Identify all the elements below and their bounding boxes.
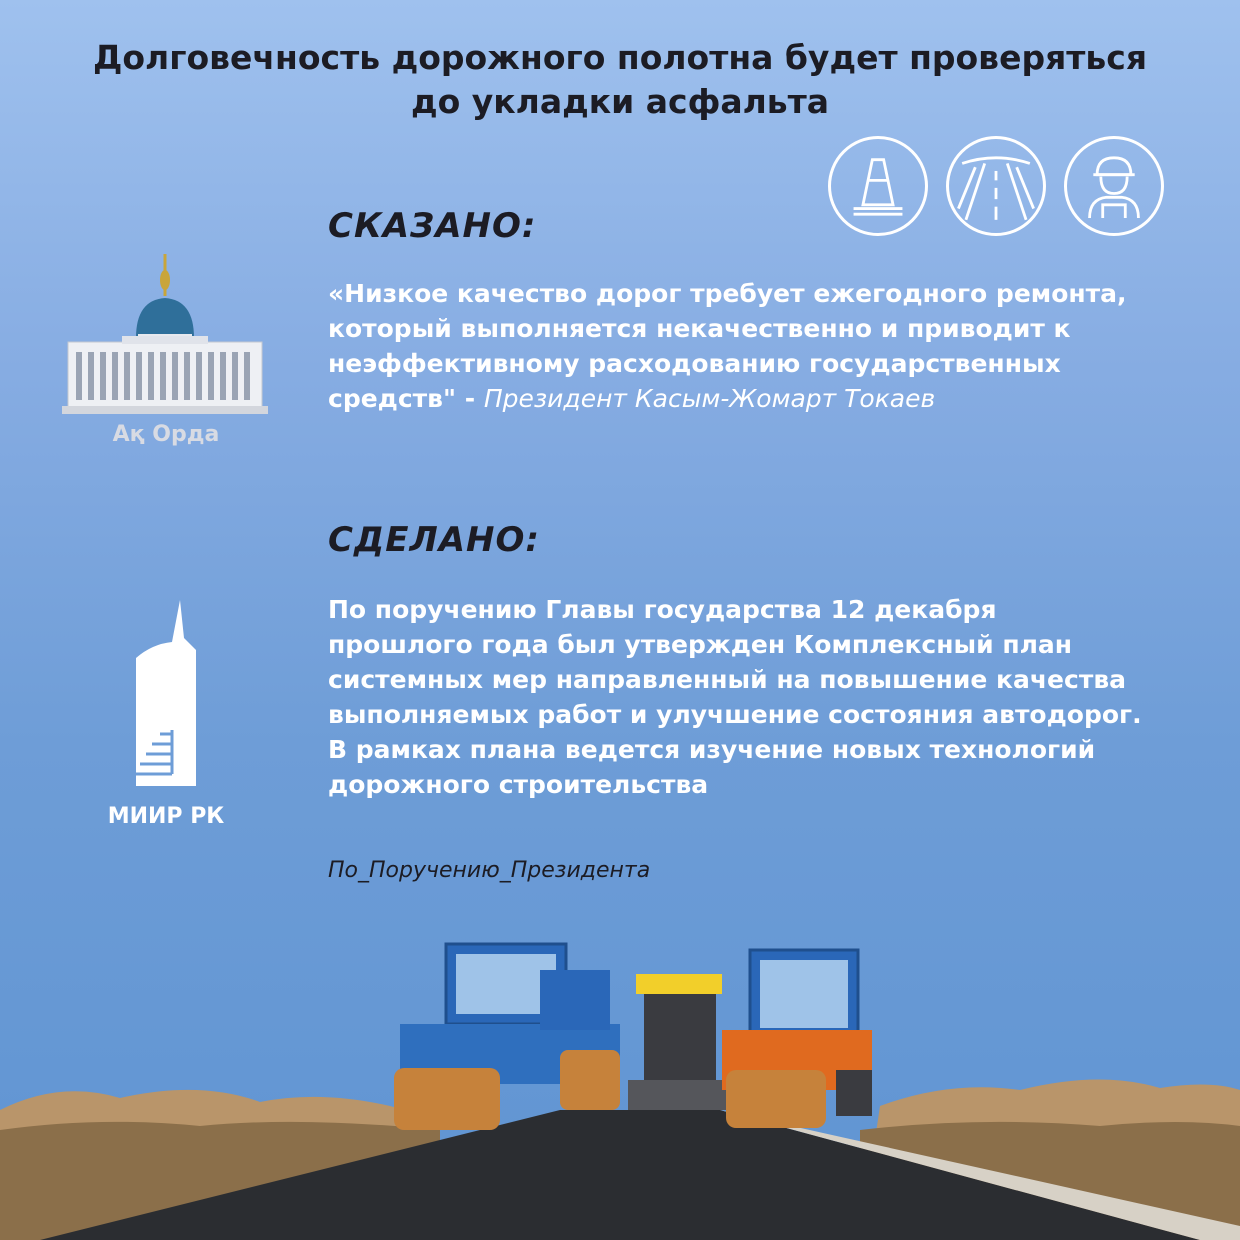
quote-author: Президент Касым-Жомарт Токаев: [483, 384, 936, 413]
said-heading: СКАЗАНО:: [328, 206, 537, 246]
done-heading: СДЕЛАНО:: [328, 520, 540, 560]
miir-caption: МИИР РК: [107, 804, 225, 829]
page-title: [40, 36, 1200, 124]
hashtag: По_Поручению_Президента: [328, 858, 651, 883]
said-quote: [328, 276, 1188, 416]
title-line-2: до укладки асфальта: [410, 82, 830, 121]
ak-orda-caption: Ақ Орда: [112, 422, 220, 447]
road-cone-icon: [828, 136, 928, 236]
quote-text: «Низкое качество дорог требует ежегодного ремонта, который выполняется некачественно и приводит к неэффективному расходованию государственных средств" -: [328, 279, 1127, 413]
miir-tower-icon: [132, 598, 202, 788]
header-icons: [828, 136, 1168, 240]
done-text: По поручению Главы государства 12 декабря прошлого года был утвержден Комплексный план системных мер направленный на повышение качества выполняемых работ и улучшение состояния автодорог. В рамках плана ведется изучение новых технологий дорожного строительства: [328, 595, 1142, 799]
road-construction-photo: [0, 930, 1240, 1240]
ak-orda-building-icon: [62, 250, 268, 416]
title-line-1: Долговечность дорожного полотна будет проверяться: [92, 38, 1148, 77]
road-worker-icon: [1064, 136, 1164, 236]
highway-icon: [946, 136, 1046, 236]
